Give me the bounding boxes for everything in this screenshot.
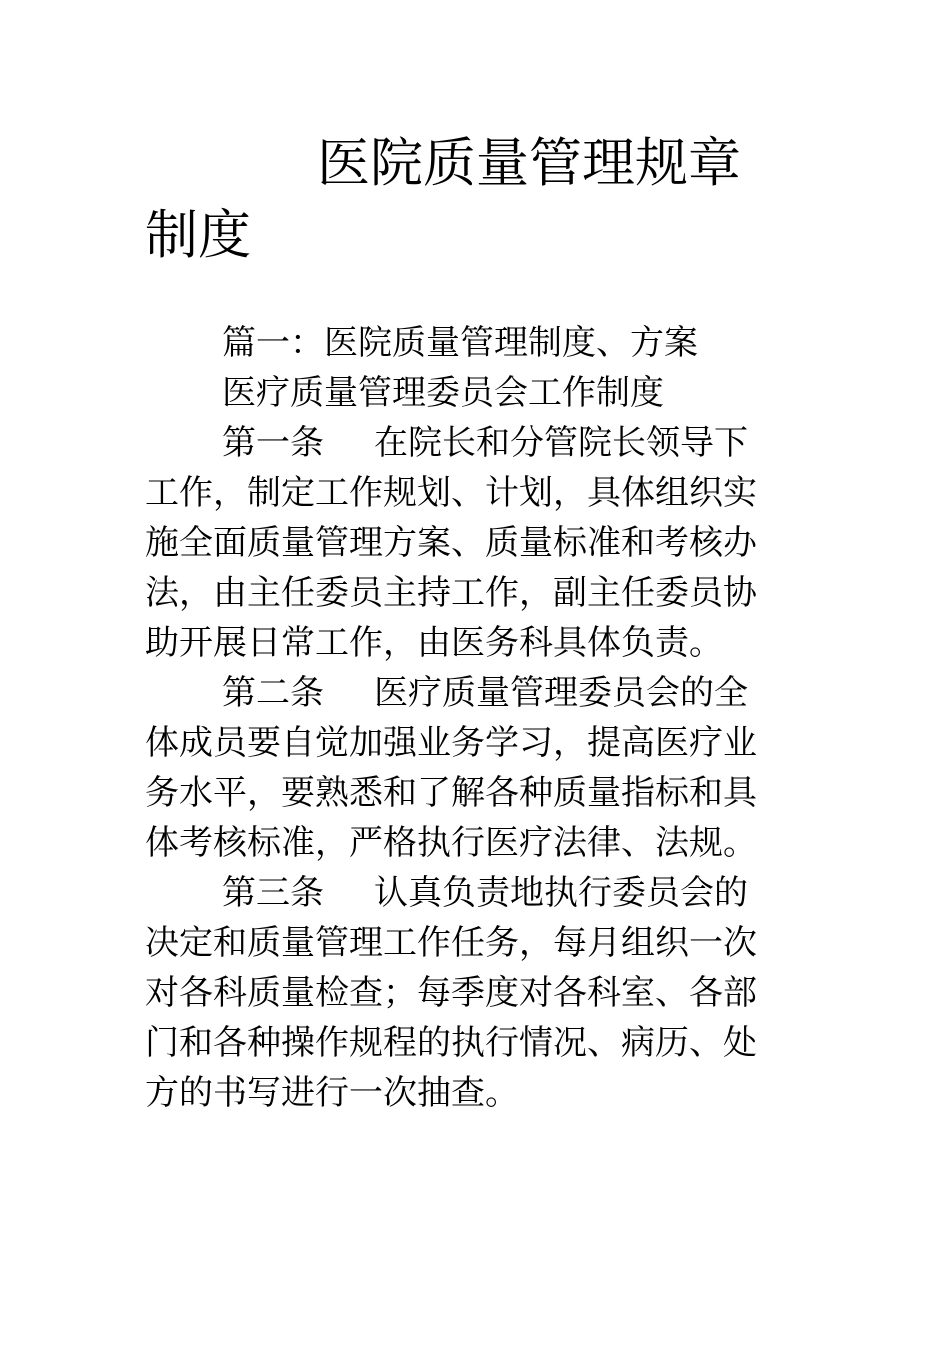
document-body bbox=[145, 318, 775, 1118]
article-1-label: 第一条 bbox=[222, 423, 324, 463]
article-3 bbox=[145, 868, 775, 1118]
section-heading: 篇一：医院质量管理制度、方案 bbox=[222, 323, 698, 363]
article-3-text: 认真负责地执行委员会的决定和质量管理工作任务，每月组织一次对各科质量检查；每季度对各科室、各部门和各种操作规程的执行情况、病历、处方的书写进行一次抽查。 bbox=[145, 873, 757, 1113]
article-2-label: 第二条 bbox=[222, 673, 324, 713]
document-title: 医院质量管理规章制度 bbox=[145, 133, 741, 266]
article-2 bbox=[145, 668, 775, 868]
article-1-text: 在院长和分管院长领导下工作，制定工作规划、计划，具体组织实施全面质量管理方案、质量标准和考核办法，由主任委员主持工作，副主任委员协助开展日常工作，由医务科具体负责。 bbox=[145, 423, 757, 663]
subheading: 医疗质量管理委员会工作制度 bbox=[222, 373, 664, 413]
article-2-text: 医疗质量管理委员会的全体成员要自觉加强业务学习，提高医疗业务水平，要熟悉和了解各种质量指标和具体考核标准，严格执行医疗法律、法规。 bbox=[145, 673, 757, 863]
article-3-label: 第三条 bbox=[222, 873, 324, 913]
article-1 bbox=[145, 418, 775, 668]
